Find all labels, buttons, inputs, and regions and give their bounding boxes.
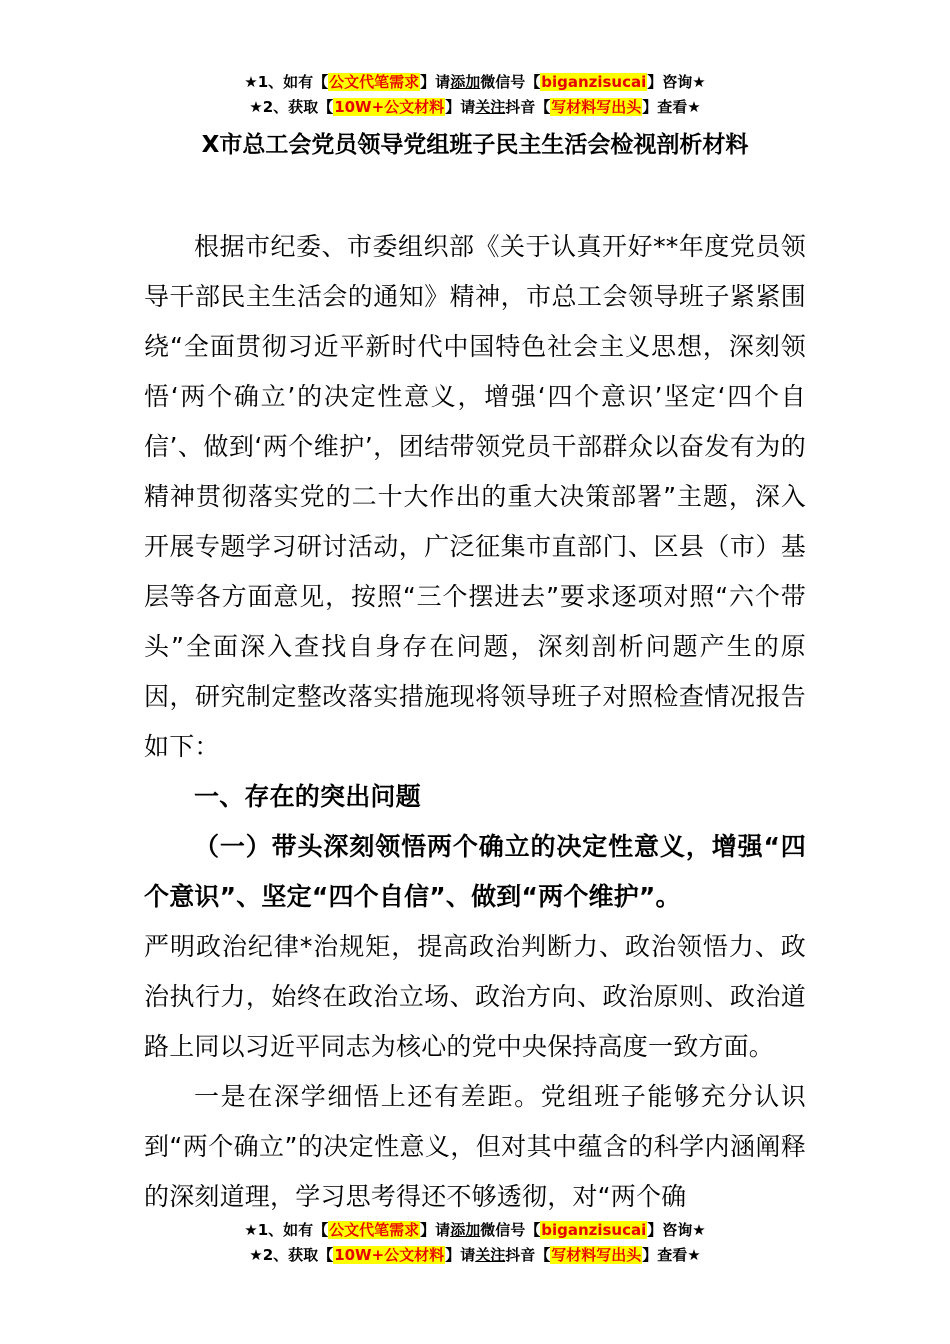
promo-text: ★1、如有【 (244, 73, 329, 91)
promo-highlight: 公文代笔需求 (329, 73, 420, 91)
promo-line-1 (0, 1218, 950, 1243)
document-body (144, 222, 806, 1222)
promo-highlight: biganzisucai (541, 73, 647, 91)
point-paragraph: 一是在深学细悟上还有差距。党组班子能够充分认识到“两个确立”的决定性意义，但对其中蕴含的科学内涵阐释的深刻道理，学习思考得还不够透彻，对“两个确 (144, 1082, 806, 1211)
promo-text: 】查看★ (642, 1246, 701, 1264)
promo-highlight: 写材料写出头 (551, 1246, 642, 1264)
promo-text: ★2、获取【 (249, 98, 334, 116)
subsection-heading: （一）带头深刻领悟两个确立的决定性意义，增强“四个意识”、坚定“四个自信”、做到“两个维护”。 (144, 832, 806, 911)
promo-text: ★1、如有【 (244, 1221, 329, 1239)
promo-highlight: biganzisucai (541, 1221, 647, 1239)
document-title: X市总工会党员领导党组班子民主生活会检视剖析材料 (201, 132, 749, 158)
promo-highlight: 10W+公文材料 (334, 1246, 445, 1264)
promo-line-2 (0, 95, 950, 120)
promo-highlight: 写材料写出头 (551, 98, 642, 116)
promo-text: 】请 (420, 1221, 451, 1239)
promo-text: 】查看★ (642, 98, 701, 116)
promo-text: ★2、获取【 (249, 1246, 334, 1264)
promo-text: 抖音【 (505, 1246, 551, 1264)
promo-text: 抖音【 (505, 98, 551, 116)
section-heading: 一、存在的突出问题 (194, 782, 421, 811)
promo-highlight: 公文代笔需求 (329, 1221, 420, 1239)
promo-text: 】请 (445, 1246, 476, 1264)
promo-text: 】咨询★ (647, 73, 706, 91)
promo-banner-top (0, 70, 950, 120)
promo-highlight: 10W+公文材料 (334, 98, 445, 116)
promo-underlined: 添加 (450, 1221, 481, 1239)
intro-paragraph: 根据市纪委、市委组织部《关于认真开好**年度党员领导干部民主生活会的通知》精神，市总工会领导班子紧紧围绕“全面贯彻习近平新时代中国特色社会主义思想，深刻领悟‘两个确立’的决定性意义，增强‘四个意识’坚定‘四个自信’、做到‘两个维护’，团结带领党员干部群众以奋发有为的精神贯彻落实党的二十大作出的重大决策部署”主题，深入开展专题学习研讨活动，广泛征集市直部门、区县（市）基层等各方面意见，按照“三个摆进去”要求逐项对照“六个带头”全面深入查找自身存在问题，深刻剖析问题产生的原因，研究制定整改落实措施现将领导班子对照检查情况报告如下： (144, 232, 806, 761)
promo-line-1 (0, 70, 950, 95)
promo-line-2 (0, 1243, 950, 1268)
promo-underlined: 关注 (475, 1246, 506, 1264)
promo-text: 微信号【 (480, 1221, 541, 1239)
promo-underlined: 添加 (450, 73, 481, 91)
promo-underlined: 关注 (475, 98, 506, 116)
promo-banner-bottom (0, 1218, 950, 1268)
subsection-paragraph: 严明政治纪律*治规矩，提高政治判断力、政治领悟力、政治执行力，始终在政治立场、政治方向、政治原则、政治道路上同以习近平同志为核心的党中央保持高度一致方面。 (144, 932, 806, 1061)
promo-text: 】请 (420, 73, 451, 91)
promo-text: 微信号【 (480, 73, 541, 91)
promo-text: 】咨询★ (647, 1221, 706, 1239)
promo-text: 】请 (445, 98, 476, 116)
